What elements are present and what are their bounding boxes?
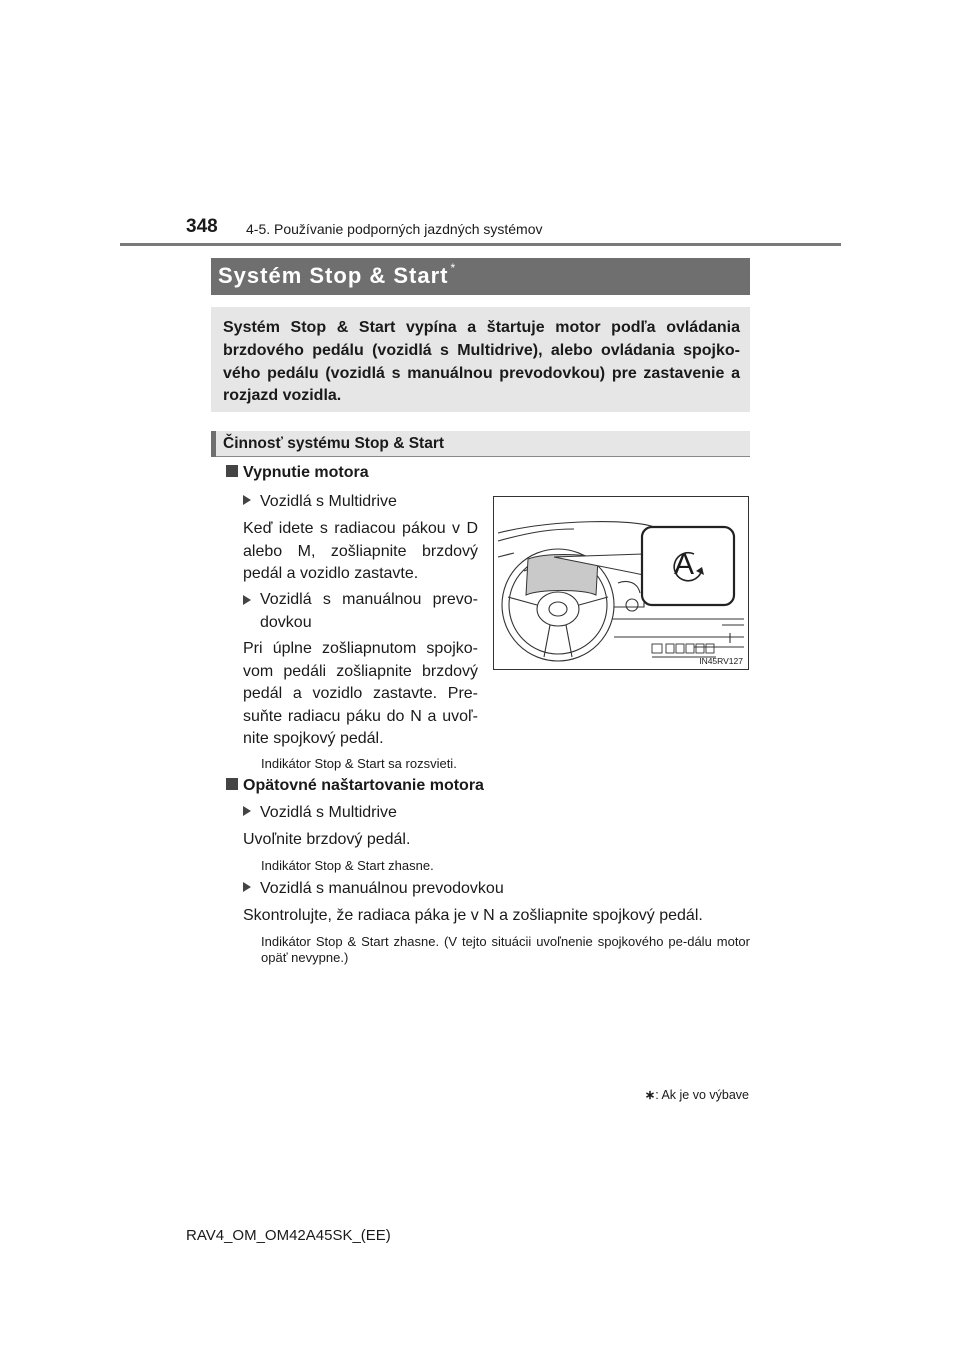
triangle-bullet-icon bbox=[243, 882, 251, 892]
page-title bbox=[218, 263, 456, 289]
intro-box bbox=[211, 307, 750, 412]
restart-manual-label: Vozidlá s manuálnou prevodovkou bbox=[260, 880, 504, 897]
title-footnote-mark: * bbox=[450, 261, 457, 275]
restart-manual-item bbox=[243, 880, 504, 898]
restart-manual-text: Skontrolujte, že radiaca páka je v N a zošliapnite spojkový pedál. bbox=[243, 907, 703, 924]
engine-off-multidrive-text: Keď idete s radiacou pákou v D alebo M, zošliapnite brzdový pedál a vozidlo zastavte. bbox=[243, 520, 478, 583]
figure-code: IN45RV127 bbox=[699, 656, 743, 666]
footnote-mark: ∗ bbox=[644, 1088, 656, 1102]
restart-multidrive-note: Indikátor Stop & Start zhasne. bbox=[261, 858, 434, 873]
triangle-bullet-icon bbox=[243, 806, 251, 816]
footnote-text: : Ak je vo výbave bbox=[655, 1088, 749, 1102]
engine-off-multidrive-label: Vozidlá s Multidrive bbox=[260, 493, 397, 510]
square-bullet-icon bbox=[226, 778, 238, 790]
engine-off-heading bbox=[226, 464, 369, 482]
triangle-bullet-icon bbox=[243, 495, 251, 505]
restart-manual-note: Indikátor Stop & Start zhasne. (V tejto situácii uvoľnenie spojkového pe-dálu motor opäť nevypne.) bbox=[261, 934, 750, 965]
engine-off-heading-text: Vypnutie motora bbox=[243, 464, 369, 481]
callout-letter: A bbox=[674, 548, 695, 581]
square-bullet-icon bbox=[226, 465, 238, 477]
engine-off-manual-label: Vozidlá s manuálnou prevo-dovkou bbox=[260, 591, 478, 631]
stop-start-indicator-icon bbox=[668, 547, 708, 587]
restart-multidrive-text: Uvoľnite brzdový pedál. bbox=[243, 831, 411, 848]
restart-multidrive-label: Vozidlá s Multidrive bbox=[260, 804, 397, 821]
engine-off-manual-item bbox=[243, 589, 478, 634]
document-code: RAV4_OM_OM42A45SK_(EE) bbox=[186, 1227, 391, 1244]
header-rule bbox=[120, 243, 841, 246]
page-title-text: Systém Stop & Start bbox=[218, 263, 449, 288]
section-header bbox=[211, 431, 750, 457]
dashboard-illustration bbox=[493, 496, 749, 670]
engine-off-manual-text: Pri úplne zošliapnutom spojko-vom pedáli zošliapnite brzdový pedál a vozidlo zastavte. Pre-suňte radiacu páku do N a uvoľ-nite spojkový pedál. bbox=[243, 640, 478, 748]
page-number: 348 bbox=[186, 216, 218, 237]
engine-off-multidrive-item bbox=[243, 493, 397, 511]
page-title-bar bbox=[211, 258, 750, 295]
restart-heading bbox=[226, 777, 484, 795]
chapter-title: 4-5. Používanie podporných jazdných systémov bbox=[246, 221, 543, 237]
restart-heading-text: Opätovné naštartovanie motora bbox=[243, 777, 484, 794]
dashboard-drawing bbox=[494, 497, 748, 669]
section-title: Činnosť systému Stop & Start bbox=[223, 435, 445, 452]
restart-multidrive-item bbox=[243, 804, 397, 822]
footnote bbox=[645, 1087, 749, 1102]
engine-off-note: Indikátor Stop & Start sa rozsvieti. bbox=[261, 756, 457, 771]
triangle-bullet-icon bbox=[243, 595, 251, 605]
section-accent bbox=[211, 431, 216, 457]
intro-text: Systém Stop & Start vypína a štartuje motor podľa ovládania brzdového pedálu (vozidlá s Multidrive), alebo ovládania spojko-vého pedálu (vozidlá s manuálnou prevodovkou) pre zastavenie a rozjazd vozidla. bbox=[223, 319, 740, 405]
